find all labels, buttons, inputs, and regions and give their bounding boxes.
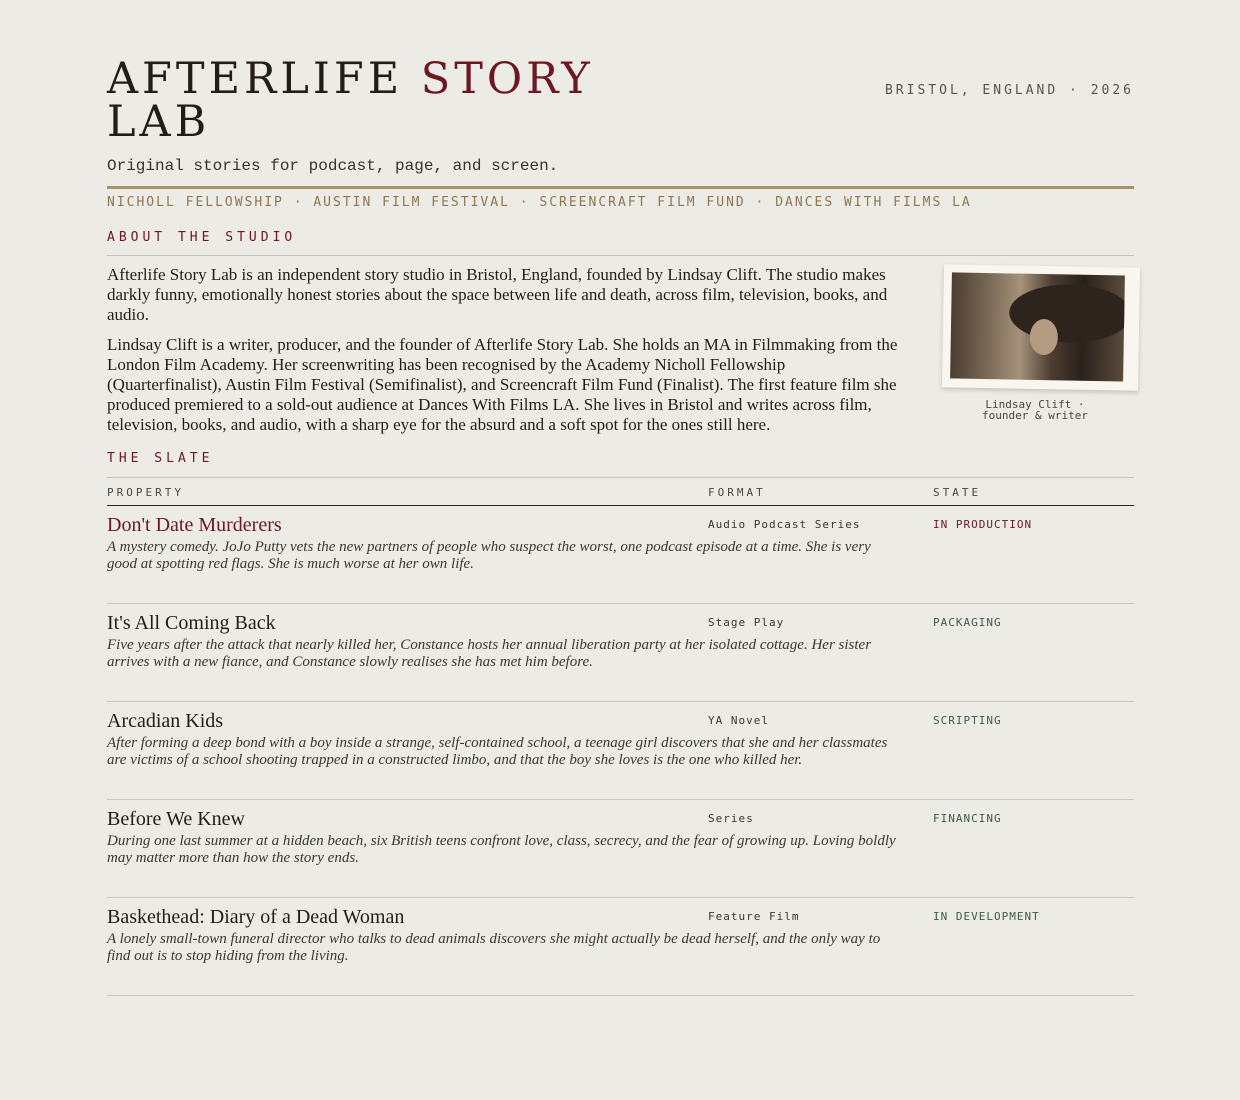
state-badge: FINANCING: [933, 812, 1002, 825]
format-cell: YA Novel: [708, 714, 769, 727]
table-row: [107, 604, 1134, 702]
property-title: Before We Knew: [107, 808, 245, 830]
property-column-header: PROPERTY: [107, 486, 184, 499]
format-cell: Stage Play: [708, 616, 785, 629]
studio-wordmark: [107, 54, 827, 147]
table-row: [107, 898, 1134, 996]
masthead: [107, 54, 1134, 147]
property-title: It's All Coming Back: [107, 612, 276, 634]
property-title: Arcadian Kids: [107, 710, 224, 732]
state-badge: IN PRODUCTION: [933, 518, 1033, 531]
tagline: Original stories for podcast, page, and screen.: [107, 157, 559, 175]
table-row: [107, 800, 1134, 898]
slate-table: [107, 506, 1134, 996]
portrait-photo: [950, 272, 1125, 381]
format-cell: Feature Film: [708, 910, 800, 923]
portrait-caption: Lindsay Clift · founder & writer: [982, 398, 1088, 422]
about-section: [107, 265, 1134, 435]
hat-icon: [1009, 283, 1125, 343]
slate-section-label: THE SLATE: [107, 451, 214, 466]
property-title: Baskethead: Diary of a Dead Woman: [107, 906, 405, 928]
award-list: NICHOLL FELLOWSHIP · AUSTIN FILM FESTIVAL · SCREENCRAFT FILM FUND · DANCES WITH FILMS LA: [107, 195, 972, 210]
wordmark-afterlife: AFTERLIFE: [107, 54, 404, 104]
format-cell: Audio Podcast Series: [708, 518, 861, 531]
property-description: A mystery comedy. JoJo Putty vets the new partners of people who suspect the worst, one podcast episode at a time. She is very good at spotting red flags. She is much worse at her own life.: [107, 539, 871, 572]
property-description: A lonely small-town funeral director who talks to dead animals discovers she might actually be dead herself, and the only way to find out is to stop hiding from the living.: [107, 931, 881, 964]
state-badge: PACKAGING: [933, 616, 1002, 629]
wordmark-story: STORY: [420, 54, 594, 104]
founder-biography: Lindsay Clift is a writer, producer, and the founder of Afterlife Story Lab. She holds an MA in Filmmaking from the London Film Academy. Her screenwriting has been recognised by the Academy Nicholl Fellowship (Quarterfinalist), Austin Film Festival (Semifinalist), and Screencraft Film Fund (Finalist). The first feature film she produced premiered to a sold-out audience at Dances With Films LA. She lives in Bristol and writes across film, television, books, and audio, with a sharp eye for the absurd and a soft spot for the ones still here.: [107, 335, 898, 434]
state-badge: IN DEVELOPMENT: [933, 910, 1040, 923]
format-cell: Series: [708, 812, 754, 825]
portrait-frame: [942, 264, 1140, 390]
studio-description: Afterlife Story Lab is an independent story studio in Bristol, England, founded by Lindsay Clift. The studio makes darkly funny, emotionally honest stories about the space between life and death, across film, television, books, and audio.: [107, 265, 888, 324]
face-icon: [1030, 319, 1059, 355]
format-column-header: FORMAT: [708, 486, 766, 499]
about-divider: [107, 255, 1134, 256]
state-badge: SCRIPTING: [933, 714, 1002, 727]
slate-table-header: [107, 477, 1134, 506]
studio-page: [107, 54, 1134, 996]
about-section-label: ABOUT THE STUDIO: [107, 230, 297, 245]
award-divider: [107, 186, 1134, 189]
wordmark-lab: LAB: [107, 97, 211, 147]
property-title: Don't Date Murderers: [107, 514, 282, 536]
state-column-header: STATE: [933, 486, 982, 499]
table-row: [107, 702, 1134, 800]
property-description: During one last summer at a hidden beach, six British teens confront love, class, secrecy, and the fear of growing up. Loving boldly may matter more than how the story ends.: [107, 833, 896, 866]
founder-portrait: [937, 266, 1133, 421]
table-row: [107, 506, 1134, 604]
property-description: After forming a deep bond with a boy inside a strange, self-contained school, a teenage girl discovers that she and her classmates are victims of a school shooting trapped in a constructed limbo, and that the boy she loves is the one who killed her.: [107, 735, 888, 768]
location-year: BRISTOL, ENGLAND · 2026: [884, 83, 1134, 98]
property-description: Five years after the attack that nearly killed her, Constance hosts her annual liberation party at her isolated cottage. Her sister arrives with a new fiance, and Constance slowly realises she has met him before.: [107, 637, 872, 670]
